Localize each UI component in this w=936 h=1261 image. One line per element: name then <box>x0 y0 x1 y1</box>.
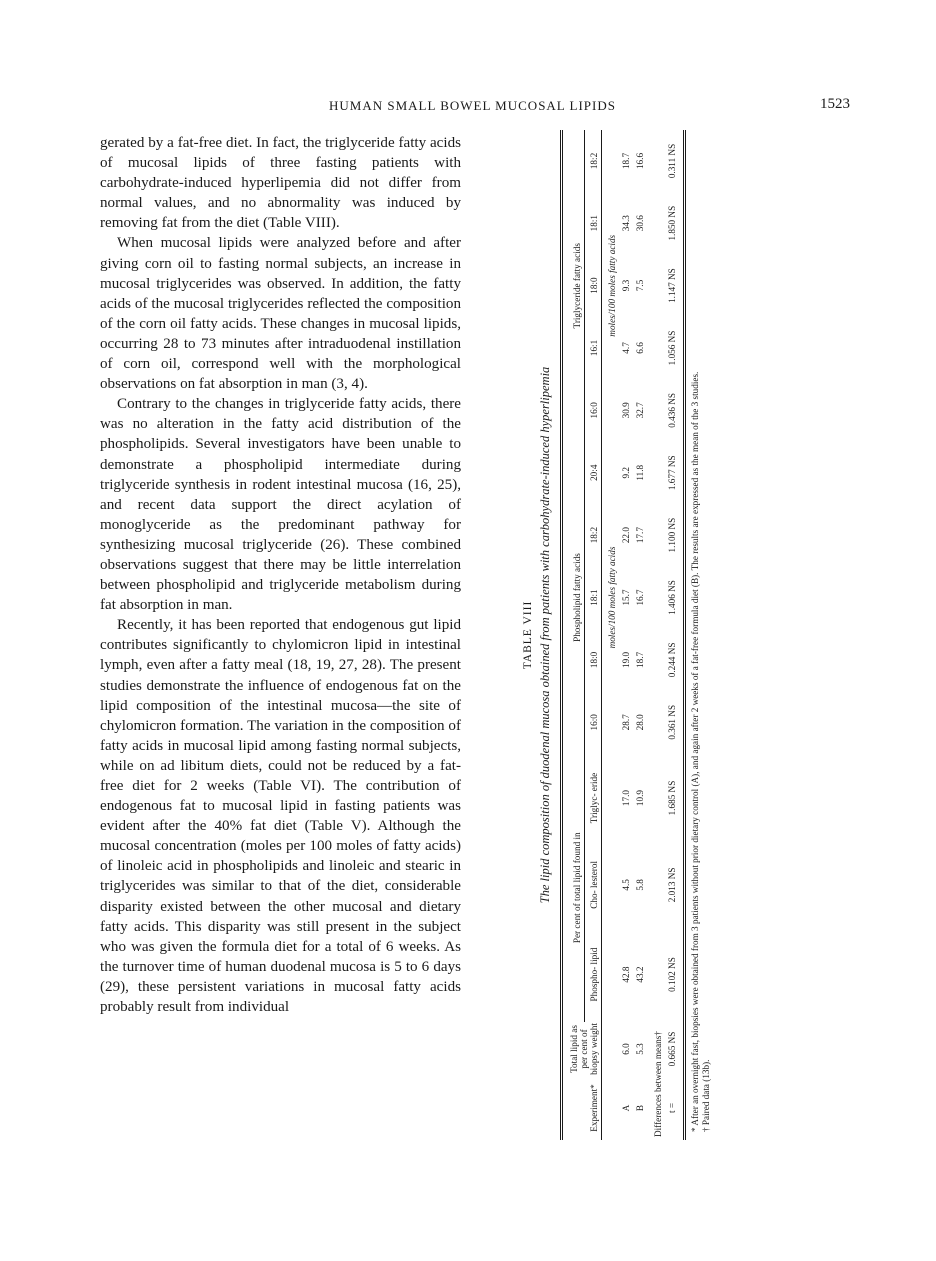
footnote: * After an overnight fast, biopsies were obtained from 3 patients without prior dietary control (A), and again after 2 weeks of a fat-free formula diet (B). The results are expressed as the mean of the 3 studies. <box>690 371 700 1132</box>
col-pl-16-0: 16:0 <box>584 691 601 753</box>
paragraph: Recently, it has been reported that endogenous gut lipid contributes significantly to chylomicron lipid in intestinal lymph, even after a fatty meal (18, 19, 27, 28). The present studies demonstrate the influence of endogenous fat on the lipid composition of the intestinal mucosa—the site of chylomicron formation. The variation in the composition of fatty acids in mucosal lipid among fasting normal subjects, while on ad libitum diets, could not be reduced by a fat-free diet for 2 weeks (Table VI). The contribution of endogenous fat to mucosal lipid in fasting patients was evident after the 40% fat diet (Table V). Although the mucosal concentration (moles per 100 moles of fatty acids) of linoleic acid in phospholipids and linoleic and stearic in triglycerides was similar to that of the diet, considerable disparity existed between the other mucosal and dietary fatty acids. This disparity was still present in the subject who was given the formula diet for a total of 6 weeks. As the turnover time of human duodenal mucosa is 5 to 6 days (29), these persistent variations in mucosal fatty acids probably result from individual <box>100 617 461 1016</box>
table-cell: 6.0 <box>621 1043 631 1055</box>
units-triglyceride: moles/100 moles fatty acids <box>607 234 617 337</box>
table-row <box>665 130 685 1140</box>
rotated-table-region <box>520 130 778 1140</box>
table-row <box>619 130 633 1140</box>
col-experiment: Experiment* <box>562 1076 602 1140</box>
table-cell: 0.665 NS <box>665 1022 685 1076</box>
table-cell: 28.7 <box>621 714 631 731</box>
col-pl-18-0: 18:0 <box>584 629 601 691</box>
col-triglyceride: Triglyc- eride <box>584 753 601 842</box>
table-cell: 19.0 <box>621 651 631 668</box>
table-cell: 28.0 <box>635 714 645 731</box>
body-text-column <box>100 133 461 1017</box>
table-cell: 30.6 <box>635 215 645 232</box>
table-cell: 17.7 <box>635 527 645 544</box>
table-footnotes <box>690 130 712 1140</box>
differences-label: Differences between means† <box>653 1031 663 1137</box>
units-phospholipid: moles/100 moles fatty acids <box>607 546 617 649</box>
col-phospholipid: Phospho- lipid <box>584 927 601 1022</box>
table-cell: 34.3 <box>621 215 631 232</box>
table-cell: 4.7 <box>621 342 631 354</box>
table-cell: 0.361 NS <box>665 691 685 753</box>
table-cell: 1.850 NS <box>665 192 685 254</box>
table-cell: 0.311 NS <box>665 130 685 192</box>
col-tg-18-0: 18:0 <box>584 254 601 316</box>
table-cell: 1.100 NS <box>665 504 685 566</box>
table-cell: 16.6 <box>635 152 645 170</box>
table-cell: 18.7 <box>621 152 631 170</box>
data-table <box>560 130 686 1140</box>
group-per-cent-total-lipid: Per cent of total lipid found in <box>562 753 585 1022</box>
group-triglyceride-fatty-acids: Triglyceride fatty acids <box>562 130 585 442</box>
col-tg-16-1: 16:1 <box>584 317 601 379</box>
paragraph: gerated by a fat-free diet. In fact, the triglyceride fatty acids of mucosal lipids of three fasting patients with carbohydrate-induced hyperlipemia did not differ from normal values, and no abnormality was induced by removing fat from the diet (Table VIII). <box>100 135 461 232</box>
table-cell: 22.0 <box>621 527 631 544</box>
col-tg-18-1: 18:1 <box>584 192 601 254</box>
col-cholesterol: Cho- lesterol <box>584 843 601 927</box>
table-cell: 18.7 <box>635 651 645 668</box>
paragraph: Contrary to the changes in triglyceride fatty acids, there was no alteration in the fatty acid distribution of the phospholipids. Several investigators have been unable to demonstrate a phospholipid intermediate during triglyceride synthesis in rodent intestinal mucosa (16, 25), and recent data support the direct acylation of monoglyceride as the predominant pathway for synthesizing mucosal triglyceride (26). These combined observations suggest that there may be little interrelation between phospholipid and triglyceride metabolism during fat absorption in man. <box>100 396 461 614</box>
table-caption: TABLE VIII <box>522 600 534 670</box>
table-cell: 15.7 <box>621 589 631 606</box>
table-cell: 10.9 <box>635 790 645 807</box>
table-cell: 1.406 NS <box>665 566 685 628</box>
row-label: A <box>621 1104 631 1112</box>
table-cell: 11.8 <box>635 464 645 481</box>
col-tg-18-2: 18:2 <box>584 130 601 192</box>
table-viii <box>520 130 778 1140</box>
col-pl-20-4: 20:4 <box>584 442 601 504</box>
table-cell: 2.013 NS <box>665 843 685 927</box>
table-cell: 1.685 NS <box>665 753 685 842</box>
table-cell: 9.3 <box>621 279 631 292</box>
table-row <box>633 130 647 1140</box>
table-cell: 43.2 <box>635 966 645 983</box>
table-cell: 32.7 <box>635 402 645 419</box>
row-label: B <box>635 1104 645 1112</box>
table-cell: 0.436 NS <box>665 379 685 441</box>
table-cell: 7.5 <box>635 279 645 292</box>
table-cell: 30.9 <box>621 402 631 419</box>
paragraph: When mucosal lipids were analyzed before and after giving corn oil to fasting normal subjects, an increase in mucosal triglycerides was observed. In addition, the fatty acids of the mucosal triglycerides reflected the composition of the corn oil fatty acids. These changes in mucosal lipids, occurring 28 to 73 minutes after intraduodenal instillation of corn oil, correspond well with the morphological observations on fat absorption in man (3, 4). <box>100 235 461 393</box>
table-cell: 0.244 NS <box>665 629 685 691</box>
table-cell: 5.3 <box>635 1043 645 1055</box>
table-cell: 4.5 <box>621 879 631 891</box>
row-label: t = <box>665 1076 685 1140</box>
table-cell: 1.147 NS <box>665 254 685 316</box>
col-pl-18-2: 18:2 <box>584 504 601 566</box>
table-cell: 9.2 <box>621 466 631 479</box>
table-cell: 17.0 <box>621 790 631 807</box>
running-title: HUMAN SMALL BOWEL MUCOSAL LIPIDS <box>329 98 616 113</box>
page-number: 1523 <box>820 96 850 112</box>
table-cell: 0.102 NS <box>665 927 685 1022</box>
table-row <box>647 130 665 1140</box>
table-cell: 16.7 <box>635 589 645 606</box>
group-phospholipid-fatty-acids: Phospholipid fatty acids <box>562 442 585 754</box>
table-subtitle: The lipid composition of duodenal mucosa obtained from patients with carbohydrate-induced hyperlipemia <box>538 366 552 904</box>
table-cell: 1.677 NS <box>665 442 685 504</box>
col-tg-16-0: 16:0 <box>584 379 601 441</box>
table-cell: 6.6 <box>635 342 645 354</box>
col-total-lipid: Total lipid as per cent of biopsy weight <box>562 1022 602 1076</box>
table-cell: 42.8 <box>621 966 631 983</box>
table-cell: 5.8 <box>635 879 645 891</box>
table-cell: 1.056 NS <box>665 317 685 379</box>
col-pl-18-1: 18:1 <box>584 566 601 628</box>
footnote: † Paired data (13b). <box>701 1059 711 1132</box>
